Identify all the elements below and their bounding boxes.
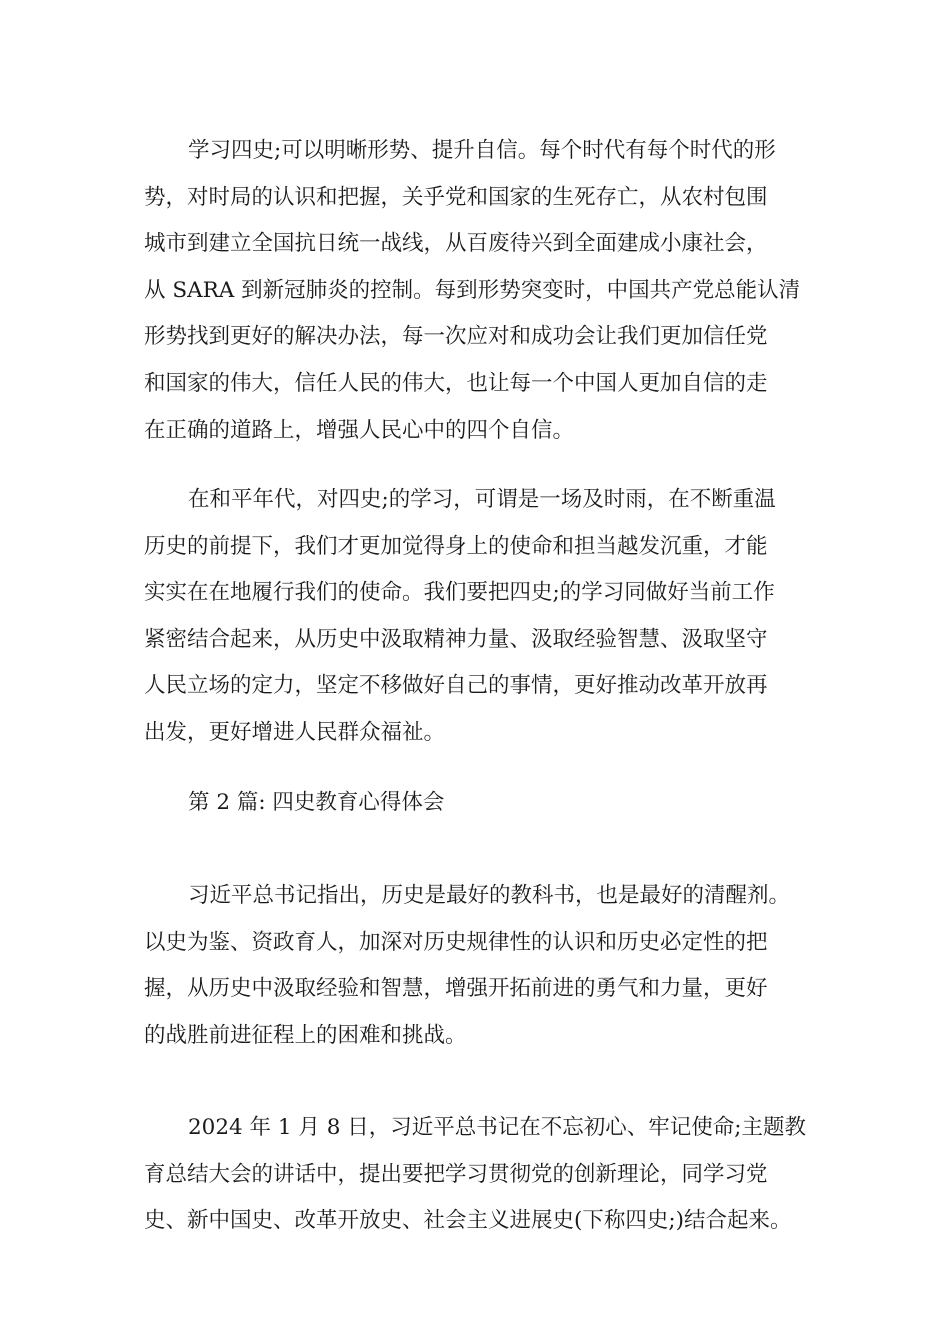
paragraph-line: 势，对时局的认识和把握，关乎党和国家的生死存亡，从农村包围	[144, 184, 768, 210]
paragraph-line: 紧密结合起来，从历史中汲取精神力量、汲取经验智慧、汲取坚守	[144, 626, 768, 652]
paragraph-1	[144, 128, 824, 454]
paragraph-line: 史、新中国史、改革开放史、社会主义进展史(下称四史;)结合起来。	[144, 1208, 792, 1234]
paragraph-3	[144, 873, 824, 1059]
section-heading	[144, 780, 824, 827]
paragraph-line: 形势找到更好的解决办法，每一次应对和成功会让我们更加信任党	[144, 324, 768, 350]
paragraph-line: 的战胜前进征程上的困难和挑战。	[144, 1022, 467, 1048]
paragraph-line: 实实在在地履行我们的使命。我们要把四史;的学习同做好当前工作	[144, 580, 775, 606]
heading-line: 第 2 篇: 四史教育心得体会	[188, 790, 445, 815]
paragraph-2	[144, 477, 824, 757]
paragraph-line: 学习四史;可以明晰形势、提升自信。每个时代有每个时代的形	[188, 138, 776, 163]
paragraph-line: 历史的前提下，我们才更加觉得身上的使命和担当越发沉重，才能	[144, 533, 768, 559]
paragraph-line: 从 SARA 到新冠肺炎的控制。每到形势突变时，中国共产党总能认清	[144, 277, 801, 303]
paragraph-line: 人民立场的定力，坚定不移做好自己的事情，更好推动改革开放再	[144, 673, 768, 699]
paragraph-line: 2024 年 1 月 8 日，习近平总书记在不忘初心、牢记使命;主题教	[188, 1115, 806, 1140]
paragraph-line: 城市到建立全国抗日统一战线，从百废待兴到全面建成小康社会，	[144, 231, 768, 257]
paragraph-line: 育总结大会的讲话中，提出要把学习贯彻党的创新理论，同学习党	[144, 1161, 768, 1187]
paragraph-line: 习近平总书记指出，历史是最好的教科书，也是最好的清醒剂。	[188, 883, 791, 908]
paragraph-line: 在和平年代，对四史;的学习，可谓是一场及时雨，在不断重温	[188, 487, 776, 512]
paragraph-line: 在正确的道路上，增强人民心中的四个自信。	[144, 417, 575, 443]
paragraph-line: 以史为鉴、资政育人，加深对历史规律性的认识和历史必定性的把	[144, 929, 768, 955]
paragraph-line: 握，从历史中汲取经验和智慧，增强开拓前进的勇气和力量，更好	[144, 976, 768, 1002]
paragraph-line: 和国家的伟大，信任人民的伟大，也让每一个中国人更加自信的走	[144, 370, 768, 396]
paragraph-4	[144, 1105, 824, 1245]
paragraph-line: 出发，更好增进人民群众福祉。	[144, 719, 446, 745]
